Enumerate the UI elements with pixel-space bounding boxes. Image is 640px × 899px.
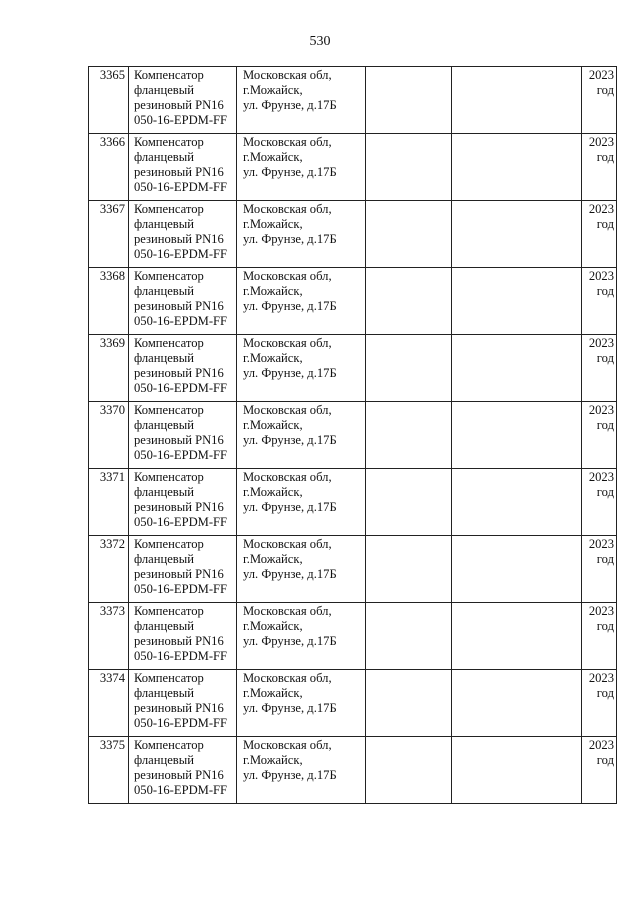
item-name-line: 050-16-EPDM-FF [134,381,228,395]
empty-cell [366,67,452,134]
empty-cell [366,670,452,737]
year-line: год [596,284,614,298]
row-number-line: 3369 [99,336,125,350]
year-line: 2023 [588,68,614,82]
address-cell [237,402,366,469]
address-line: Московская обл, [243,738,332,752]
item-name-cell [129,670,237,737]
item-name-line: резиновый PN16 [134,768,224,782]
empty-cell [366,737,452,804]
address-line: Московская обл, [243,336,332,350]
year-line: год [596,150,614,164]
item-name-line: резиновый PN16 [134,366,224,380]
item-name-line: резиновый PN16 [134,634,224,648]
year-line: 2023 [588,604,614,618]
address-line: г.Можайск, [243,418,303,432]
item-name-line: 050-16-EPDM-FF [134,649,228,663]
year-cell [582,737,617,804]
registry-table-body [89,67,617,804]
address-line: Московская обл, [243,470,332,484]
address-line: Московская обл, [243,202,332,216]
year-line: 2023 [588,470,614,484]
item-name-line: фланцевый [134,150,194,164]
empty-cell [366,536,452,603]
row-number-cell [89,134,129,201]
year-line: год [596,83,614,97]
address-line: г.Можайск, [243,351,303,365]
address-line: ул. Фрунзе, д.17Б [243,567,337,581]
year-line: 2023 [588,336,614,350]
item-name-line: фланцевый [134,217,194,231]
item-name-cell [129,201,237,268]
year-line: 2023 [588,269,614,283]
year-line: год [596,686,614,700]
address-line: ул. Фрунзе, д.17Б [243,701,337,715]
year-cell [582,536,617,603]
empty-cell [366,402,452,469]
address-line: ул. Фрунзе, д.17Б [243,98,337,112]
address-cell [237,469,366,536]
item-name-line: Компенсатор [134,68,204,82]
item-name-line: Компенсатор [134,470,204,484]
empty-cell [452,402,582,469]
row-number-line: 3375 [99,738,125,752]
item-name-cell [129,134,237,201]
item-name-line: 050-16-EPDM-FF [134,582,228,596]
address-line: г.Можайск, [243,485,303,499]
address-line: Московская обл, [243,604,332,618]
item-name-cell [129,536,237,603]
address-line: ул. Фрунзе, д.17Б [243,366,337,380]
year-cell [582,134,617,201]
address-line: Московская обл, [243,671,332,685]
address-line: г.Можайск, [243,753,303,767]
item-name-line: фланцевый [134,686,194,700]
address-line: г.Можайск, [243,552,303,566]
year-line: 2023 [588,202,614,216]
empty-cell [452,268,582,335]
address-line: ул. Фрунзе, д.17Б [243,500,337,514]
item-name-line: фланцевый [134,418,194,432]
row-number-cell [89,536,129,603]
address-cell [237,201,366,268]
address-line: ул. Фрунзе, д.17Б [243,232,337,246]
row-number-line: 3367 [99,202,125,216]
empty-cell [366,134,452,201]
row-number-line: 3374 [99,671,125,685]
item-name-cell [129,335,237,402]
table-row [89,536,617,603]
registry-table [88,66,617,804]
table-row [89,737,617,804]
year-cell [582,603,617,670]
item-name-cell [129,469,237,536]
item-name-line: фланцевый [134,753,194,767]
address-line: Московская обл, [243,135,332,149]
table-row [89,67,617,134]
item-name-line: Компенсатор [134,336,204,350]
row-number-cell [89,670,129,737]
year-cell [582,201,617,268]
item-name-line: 050-16-EPDM-FF [134,113,228,127]
item-name-line: резиновый PN16 [134,433,224,447]
item-name-cell [129,67,237,134]
address-line: Московская обл, [243,269,332,283]
item-name-line: Компенсатор [134,202,204,216]
item-name-cell [129,268,237,335]
row-number-line: 3372 [99,537,125,551]
empty-cell [366,469,452,536]
address-line: г.Можайск, [243,284,303,298]
year-cell [582,335,617,402]
row-number-cell [89,201,129,268]
empty-cell [366,268,452,335]
item-name-line: резиновый PN16 [134,500,224,514]
item-name-line: 050-16-EPDM-FF [134,783,228,797]
year-line: 2023 [588,537,614,551]
item-name-line: Компенсатор [134,604,204,618]
address-cell [237,67,366,134]
item-name-line: резиновый PN16 [134,567,224,581]
table-row [89,603,617,670]
item-name-line: фланцевый [134,619,194,633]
year-line: 2023 [588,135,614,149]
empty-cell [452,335,582,402]
year-line: год [596,753,614,767]
row-number-cell [89,268,129,335]
address-line: ул. Фрунзе, д.17Б [243,433,337,447]
item-name-line: резиновый PN16 [134,232,224,246]
year-cell [582,268,617,335]
item-name-line: 050-16-EPDM-FF [134,314,228,328]
table-row [89,201,617,268]
year-cell [582,67,617,134]
address-cell [237,670,366,737]
row-number-line: 3371 [99,470,125,484]
item-name-line: Компенсатор [134,738,204,752]
row-number-line: 3373 [99,604,125,618]
item-name-line: 050-16-EPDM-FF [134,515,228,529]
address-line: г.Можайск, [243,217,303,231]
row-number-line: 3370 [99,403,125,417]
item-name-line: резиновый PN16 [134,165,224,179]
empty-cell [452,67,582,134]
address-line: Московская обл, [243,68,332,82]
year-line: год [596,485,614,499]
item-name-line: резиновый PN16 [134,98,224,112]
address-line: г.Можайск, [243,619,303,633]
address-line: ул. Фрунзе, д.17Б [243,165,337,179]
year-line: год [596,418,614,432]
year-line: 2023 [588,738,614,752]
address-cell [237,603,366,670]
address-line: Московская обл, [243,537,332,551]
empty-cell [452,134,582,201]
row-number-cell [89,469,129,536]
empty-cell [452,469,582,536]
address-cell [237,737,366,804]
item-name-line: фланцевый [134,552,194,566]
item-name-line: Компенсатор [134,537,204,551]
address-cell [237,335,366,402]
row-number-cell [89,335,129,402]
table-row [89,402,617,469]
empty-cell [452,603,582,670]
address-line: г.Можайск, [243,686,303,700]
year-cell [582,402,617,469]
row-number-line: 3365 [99,68,125,82]
item-name-line: фланцевый [134,83,194,97]
item-name-line: резиновый PN16 [134,701,224,715]
empty-cell [452,670,582,737]
empty-cell [452,201,582,268]
empty-cell [452,536,582,603]
address-line: г.Можайск, [243,150,303,164]
address-cell [237,134,366,201]
table-row [89,670,617,737]
item-name-line: фланцевый [134,351,194,365]
page-number: 530 [309,34,331,49]
address-cell [237,536,366,603]
item-name-line: 050-16-EPDM-FF [134,448,228,462]
table-row [89,268,617,335]
year-cell [582,670,617,737]
year-line: год [596,351,614,365]
empty-cell [366,201,452,268]
item-name-line: резиновый PN16 [134,299,224,313]
year-line: год [596,619,614,633]
address-line: ул. Фрунзе, д.17Б [243,634,337,648]
item-name-line: 050-16-EPDM-FF [134,716,228,730]
year-line: 2023 [588,403,614,417]
item-name-line: фланцевый [134,485,194,499]
row-number-cell [89,402,129,469]
item-name-line: Компенсатор [134,403,204,417]
item-name-line: 050-16-EPDM-FF [134,247,228,261]
item-name-line: Компенсатор [134,135,204,149]
item-name-line: Компенсатор [134,671,204,685]
address-line: ул. Фрунзе, д.17Б [243,299,337,313]
item-name-cell [129,603,237,670]
row-number-line: 3368 [99,269,125,283]
address-line: ул. Фрунзе, д.17Б [243,768,337,782]
year-cell [582,469,617,536]
item-name-line: Компенсатор [134,269,204,283]
address-line: г.Можайск, [243,83,303,97]
table-row [89,134,617,201]
item-name-line: фланцевый [134,284,194,298]
address-line: Московская обл, [243,403,332,417]
address-cell [237,268,366,335]
empty-cell [366,335,452,402]
empty-cell [366,603,452,670]
year-line: год [596,552,614,566]
row-number-cell [89,67,129,134]
table-row [89,335,617,402]
year-line: 2023 [588,671,614,685]
empty-cell [452,737,582,804]
year-line: год [596,217,614,231]
item-name-cell [129,737,237,804]
table-row [89,469,617,536]
item-name-line: 050-16-EPDM-FF [134,180,228,194]
row-number-line: 3366 [99,135,125,149]
row-number-cell [89,603,129,670]
item-name-cell [129,402,237,469]
row-number-cell [89,737,129,804]
